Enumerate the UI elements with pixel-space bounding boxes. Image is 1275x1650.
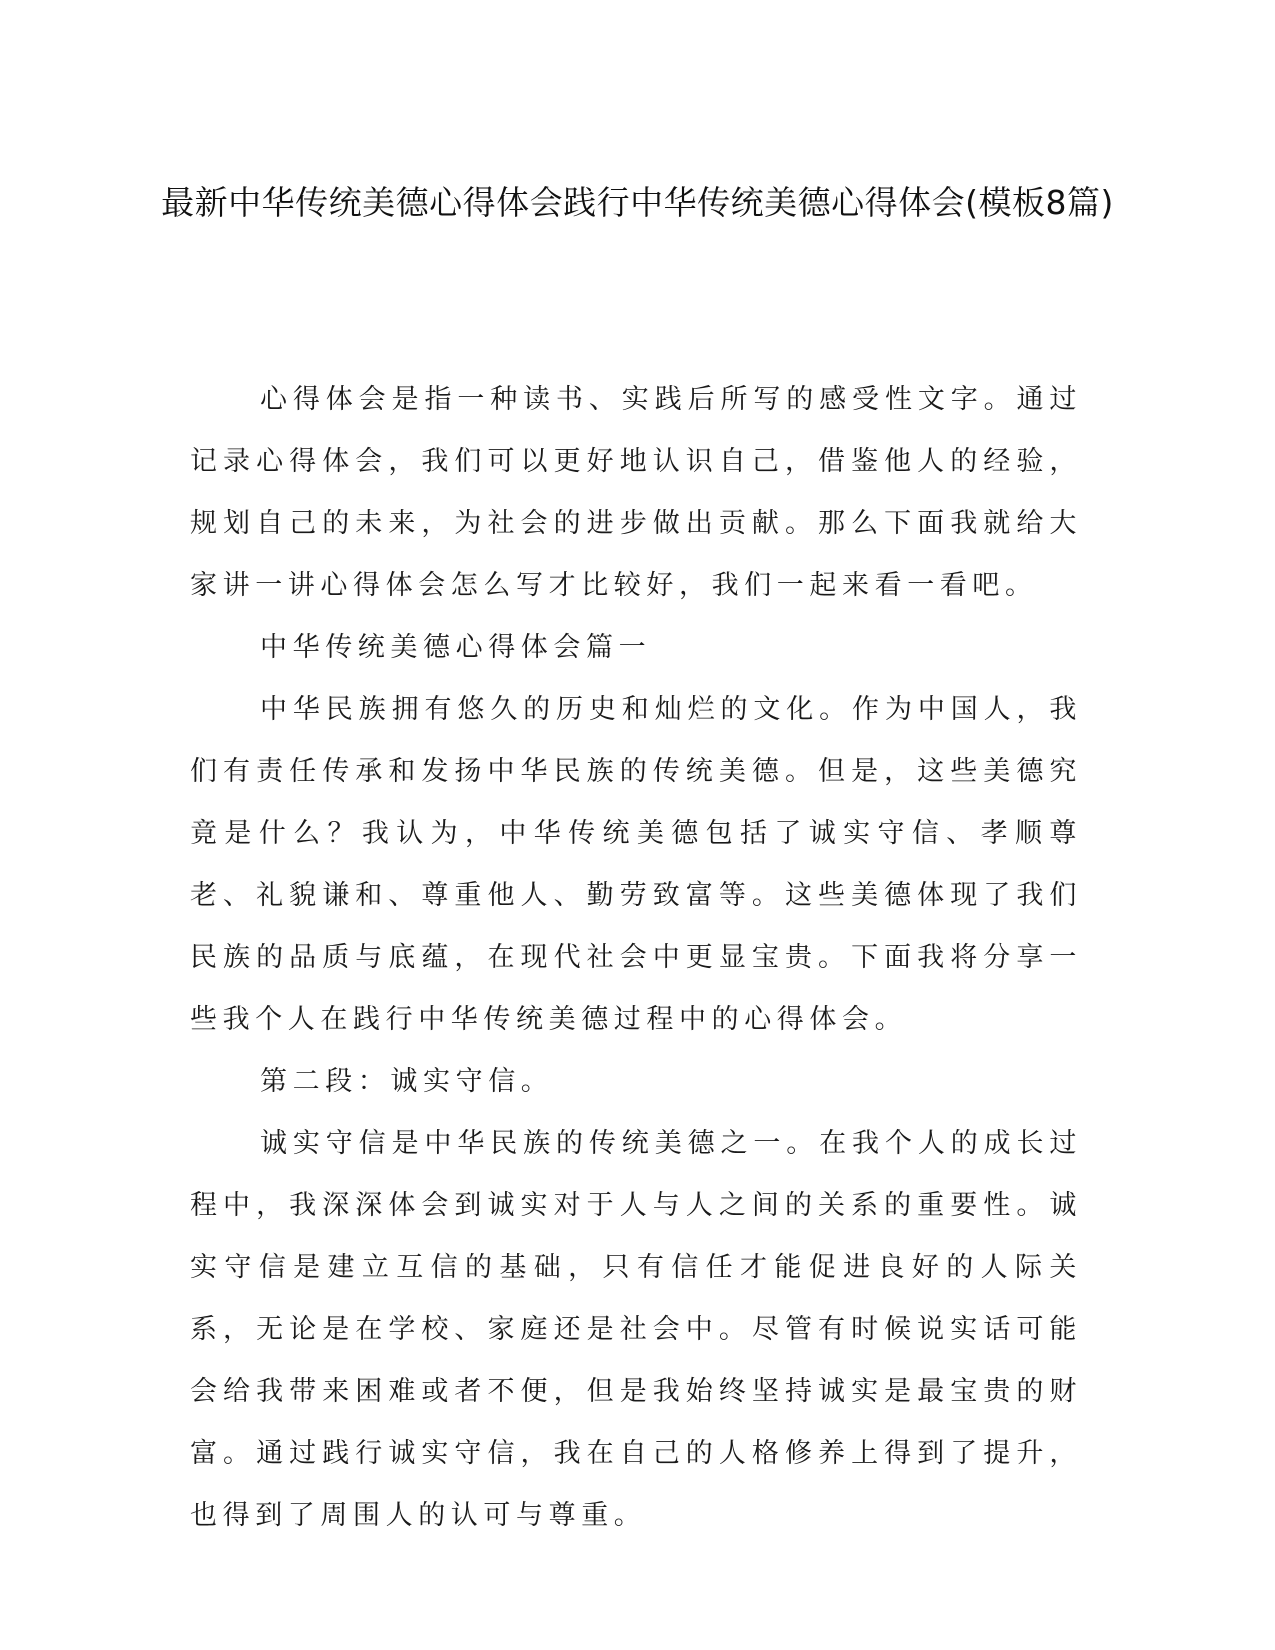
body-paragraph: 诚实守信是中华民族的传统美德之一。在我个人的成长过程中，我深深体会到诚实对于人与人之间的关系的重要性。诚实守信是建立互信的基础，只有信任才能促进良好的人际关系，无论是在学校、家庭还是社会中。尽管有时候说实话可能会给我带来困难或者不便，但是我始终坚持诚实是最宝贵的财富。通过践行诚实守信，我在自己的人格修养上得到了提升，也得到了周围人的认可与尊重。 <box>190 1128 1082 1531</box>
document-title: 最新中华传统美德心得体会践行中华传统美德心得体会(模板8篇) <box>161 183 1114 222</box>
document-body <box>190 369 1082 1547</box>
section-heading-part-one: 中华传统美德心得体会篇一 <box>260 632 652 663</box>
body-paragraph: 中华民族拥有悠久的历史和灿烂的文化。作为中国人，我们有责任传承和发扬中华民族的传统美德。但是，这些美德究竟是什么？我认为，中华传统美德包括了诚实守信、孝顺尊老、礼貌谦和、尊重他人、勤劳致富等。这些美德体现了我们民族的品质与底蕴，在现代社会中更显宝贵。下面我将分享一些我个人在践行中华传统美德过程中的心得体会。 <box>190 694 1082 1035</box>
section-heading-honesty: 第二段：诚实守信。 <box>260 1066 554 1097</box>
intro-paragraph: 心得体会是指一种读书、实践后所写的感受性文字。通过记录心得体会，我们可以更好地认识自己，借鉴他人的经验，规划自己的未来，为社会的进步做出贡献。那么下面我就给大家讲一讲心得体会怎么写才比较好，我们一起来看一看吧。 <box>190 384 1082 601</box>
